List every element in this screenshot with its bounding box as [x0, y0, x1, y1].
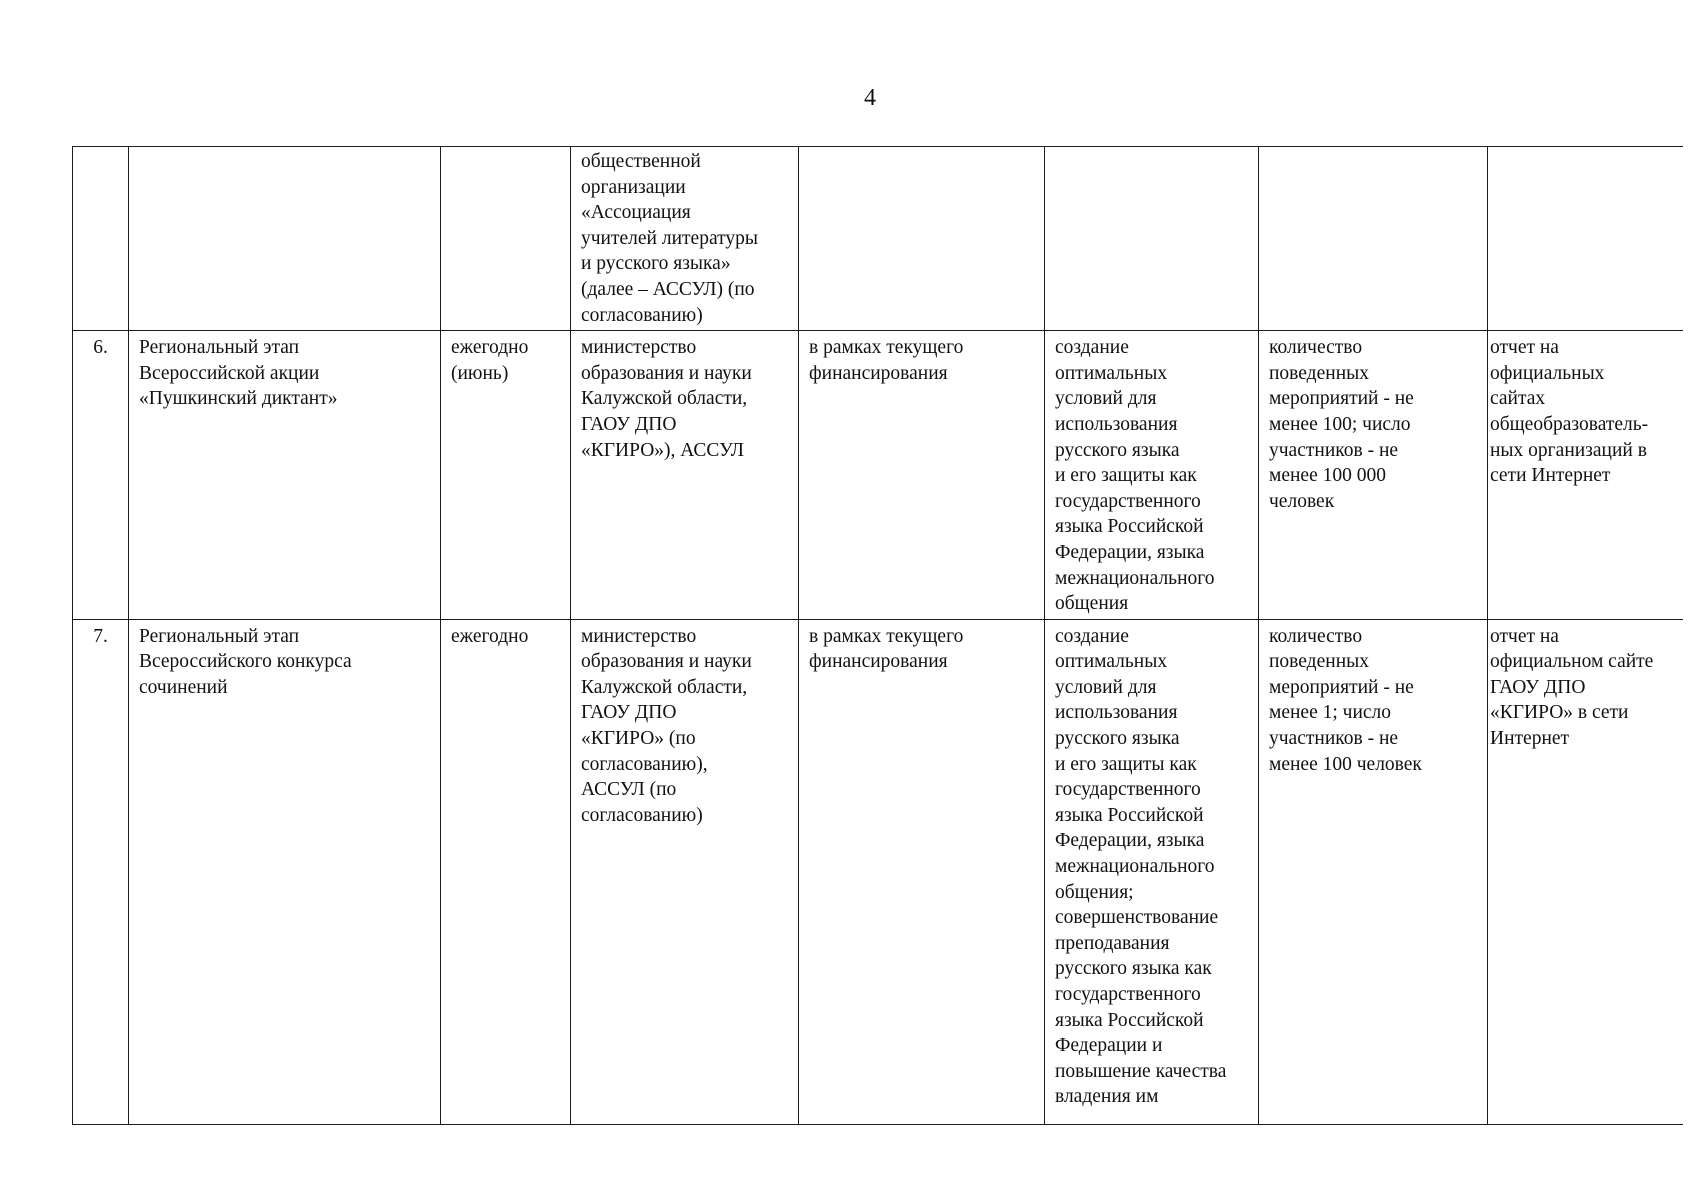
- cell-term: [441, 147, 571, 331]
- cell-indicator: [1259, 147, 1488, 331]
- measures-table: [72, 146, 1683, 1125]
- table-row-continuation: [73, 147, 1683, 331]
- cell-num: 6.: [73, 331, 129, 620]
- cell-goal: создание оптимальных условий для использования русского языка и его защиты как государственного языка Российской Федерации, языка межнационального общения; совершенствование преподавания русского языка как государственного языка Российской Федерации и повышение качества владения им: [1045, 619, 1259, 1124]
- cell-executors: министерство образования и науки Калужской области, ГАОУ ДПО «КГИРО»), АССУЛ: [571, 331, 799, 620]
- cell-goal: [1045, 147, 1259, 331]
- cell-report: отчет на официальных сайтах общеобразователь- ных организаций в сети Интернет: [1488, 331, 1683, 620]
- cell-indicator: количество поведенных мероприятий - не менее 100; число участников - не менее 100 000 человек: [1259, 331, 1488, 620]
- cell-indicator: количество поведенных мероприятий - не менее 1; число участников - не менее 100 человек: [1259, 619, 1488, 1124]
- cell-event: Региональный этап Всероссийской акции «Пушкинский диктант»: [129, 331, 441, 620]
- cell-num: [73, 147, 129, 331]
- cell-executors: общественной организации «Ассоциация учителей литературы и русского языка» (далее – АССУЛ) (по согласованию): [571, 147, 799, 331]
- cell-event: Региональный этап Всероссийского конкурса сочинений: [129, 619, 441, 1124]
- cell-term: ежегодно: [441, 619, 571, 1124]
- page-number: 4: [864, 85, 876, 111]
- cell-event: [129, 147, 441, 331]
- cell-financing: [799, 147, 1045, 331]
- cell-report: [1488, 147, 1683, 331]
- cell-goal: создание оптимальных условий для использования русского языка и его защиты как государственного языка Российской Федерации, языка межнационального общения: [1045, 331, 1259, 620]
- table-row: [73, 619, 1683, 1124]
- cell-term: ежегодно (июнь): [441, 331, 571, 620]
- cell-report: отчет на официальном сайте ГАОУ ДПО «КГИРО» в сети Интернет: [1488, 619, 1683, 1124]
- table-row: [73, 331, 1683, 620]
- cell-executors: министерство образования и науки Калужской области, ГАОУ ДПО «КГИРО» (по согласованию), АССУЛ (по согласованию): [571, 619, 799, 1124]
- cell-financing: в рамках текущего финансирования: [799, 619, 1045, 1124]
- cell-financing: в рамках текущего финансирования: [799, 331, 1045, 620]
- cell-num: 7.: [73, 619, 129, 1124]
